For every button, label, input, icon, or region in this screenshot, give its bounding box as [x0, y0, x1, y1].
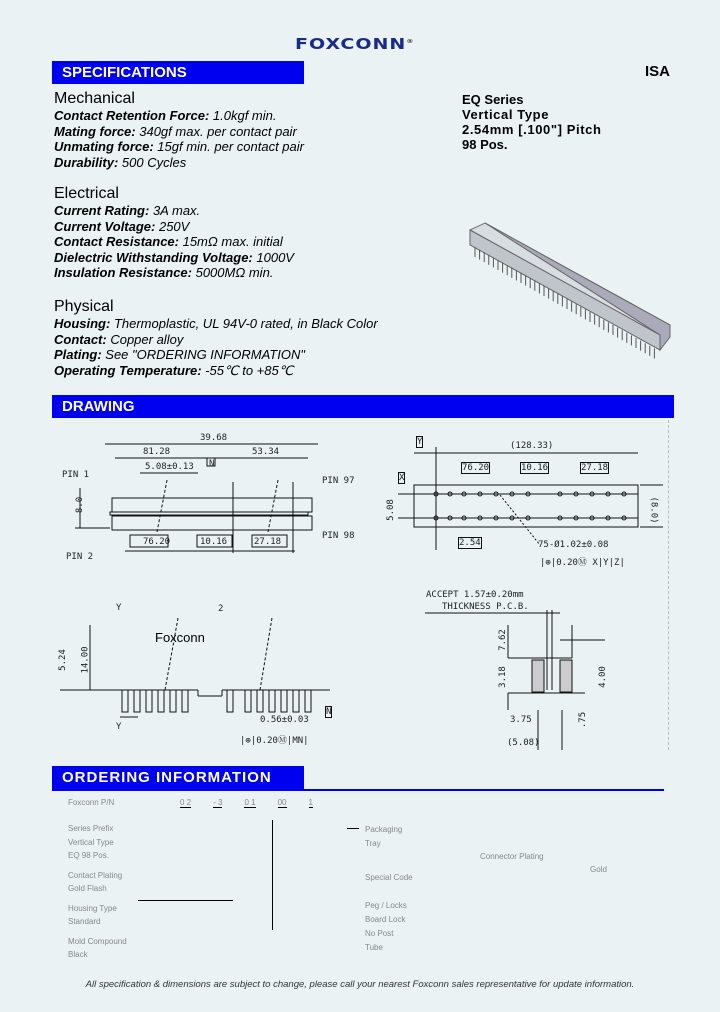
spec-value: -55℃ to +85℃: [201, 362, 294, 378]
dim-d2: 10.16: [200, 537, 228, 547]
side-pin-mark: [281, 690, 287, 712]
pcb-tolerance: |⊕|0.20Ⓜ X|Y|Z|: [540, 558, 625, 568]
side-tolerance: |⊕|0.20Ⓜ|MN|: [240, 736, 309, 746]
order-option: Packaging: [365, 825, 403, 834]
spec-item: [54, 363, 378, 379]
spec-label: Contact Retention Force:: [54, 108, 210, 123]
order-option: EQ 98 Pos.: [68, 851, 109, 860]
spec-value: See "ORDERING INFORMATION": [101, 347, 305, 362]
footer-disclaimer: All specification & dimensions are subject to change, please call your nearest Foxconn sales representative for update information.: [85, 979, 635, 990]
order-code-part: 0 2: [180, 798, 192, 807]
sec-d2: 3.18: [497, 666, 508, 688]
connector-image: [465, 215, 675, 360]
side-pin-mark: [257, 690, 263, 712]
sec-d4: 3.75: [510, 715, 532, 725]
order-option: Standard: [68, 917, 101, 926]
order-code-part: 00: [277, 798, 287, 807]
spec-label: Plating:: [54, 347, 102, 362]
spec-value: 15mΩ max. initial: [178, 234, 283, 249]
order-option: Housing Type: [68, 903, 117, 913]
side-pin-mark: [146, 690, 152, 712]
pcb-overall: (128.33): [510, 441, 554, 451]
mechanical-section: [54, 90, 304, 170]
foxconn-logo: FOXCONN®: [295, 35, 415, 53]
pcb-row: 5.08: [385, 499, 396, 521]
side-pin-mark: [293, 690, 299, 712]
pcb-d3: 27.18: [581, 463, 609, 473]
datum-x: X: [399, 473, 405, 483]
order-option: Tray: [365, 839, 381, 848]
pcb-pitch: 2.54: [459, 538, 481, 548]
spec-label: Mating force:: [54, 123, 136, 139]
spec-item: [54, 332, 378, 348]
spec-value: 15gf min. per contact pair: [153, 139, 304, 154]
spec-item: [54, 316, 378, 332]
spec-label: Operating Temperature:: [54, 362, 202, 378]
order-line: [272, 820, 273, 930]
mechanical-title: Mechanical: [54, 90, 135, 107]
side-pin-mark: [134, 690, 140, 712]
order-code-part: 1: [308, 798, 313, 807]
order-code-prefix: Foxconn P/N: [68, 798, 115, 807]
product-title: EQ Series Vertical Type 2.54mm [.100"] Pitch 98 Pos.: [462, 92, 602, 152]
pcb-d1: 76.20: [462, 463, 490, 473]
pin98-label: PIN 98: [322, 531, 355, 541]
side-h1: 5.24: [57, 649, 68, 671]
spec-label: Current Rating:: [54, 203, 150, 218]
spec-label: Contact Resistance:: [54, 234, 179, 249]
side-pin-mark: [158, 690, 164, 712]
order-line: [138, 900, 233, 901]
spec-value: 340gf max. per contact pair: [135, 123, 297, 139]
side-pin-mark: [227, 690, 233, 712]
order-code-part: - 3: [213, 798, 223, 807]
spec-label: Housing:: [54, 316, 111, 331]
order-note: Connector Plating: [480, 852, 544, 861]
side-pin-mark: [269, 690, 275, 712]
sec-d6: .75: [578, 711, 589, 729]
spec-item: [54, 219, 294, 235]
order-option: No Post: [365, 929, 394, 938]
ordering-header: ORDERING INFORMATION: [52, 766, 304, 789]
dim-left: 81.28: [143, 447, 171, 457]
side-datum-n: N: [326, 707, 332, 717]
pin1-label: PIN 1: [62, 470, 90, 480]
specifications-header: SPECIFICATIONS: [52, 61, 304, 84]
spec-value: Thermoplastic, UL 94V-0 rated, in Black Color: [110, 316, 378, 331]
callout-2: 2: [218, 604, 224, 614]
electrical-title: Electrical: [54, 185, 119, 202]
pin97-label: PIN 97: [322, 476, 355, 486]
sec-d1: 7.62: [497, 629, 508, 651]
spec-item: [54, 155, 304, 171]
sec-d3: 4.00: [597, 666, 608, 688]
order-code-part: 0 1: [244, 798, 256, 807]
side-datum-top: Y: [116, 603, 122, 613]
order-option: Black: [68, 950, 88, 959]
spec-item: [54, 347, 378, 363]
electrical-section: [54, 185, 294, 281]
spec-value: 250V: [155, 218, 190, 234]
dim-d1: 76.20: [143, 537, 171, 547]
side-pin-mark: [122, 690, 128, 712]
side-pin-mark: [170, 690, 176, 712]
pin2-label: PIN 2: [66, 552, 94, 562]
physical-title: Physical: [54, 298, 114, 315]
side-logo: Foxconn: [155, 630, 205, 645]
drawing-header: DRAWING: [52, 395, 674, 418]
order-option: Gold Flash: [68, 884, 107, 893]
physical-section: [54, 298, 378, 378]
spec-value: 5000MΩ min.: [191, 265, 274, 280]
order-line: [347, 828, 359, 829]
spec-item: [54, 234, 294, 250]
spec-item: [54, 265, 294, 281]
order-option: Tube: [365, 943, 383, 952]
pcb-width: (8.0): [648, 496, 659, 524]
order-option: Contact Plating: [68, 870, 123, 880]
spec-label: Durability:: [54, 154, 119, 170]
spec-item: [54, 124, 304, 140]
side-pin: 0.56±0.03: [260, 715, 309, 725]
dim-overall: 39.68: [200, 433, 228, 443]
order-option: Vertical Type: [68, 837, 114, 847]
spec-value: 1.0kgf min.: [209, 108, 277, 123]
side-datum-bottom: Y: [116, 722, 122, 732]
order-note-value: Gold: [590, 865, 607, 874]
spec-value: 500 Cycles: [118, 154, 187, 170]
side-h2: 14.00: [80, 646, 91, 674]
pcb-d2: 10.16: [521, 463, 549, 473]
dim-right: 53.34: [252, 447, 280, 457]
side-pin-mark: [245, 690, 251, 712]
side-pin-mark: [305, 690, 311, 712]
order-option: Mold Compound: [68, 936, 127, 946]
spec-value: Copper alloy: [106, 331, 184, 347]
order-option: Board Lock: [365, 915, 406, 924]
order-code: [180, 798, 313, 808]
ordering-rule: [52, 789, 664, 791]
datum-n: N: [209, 459, 215, 469]
order-left-list: [68, 822, 127, 962]
sec-d5: (5.08): [507, 738, 540, 748]
spec-value: 1000V: [252, 249, 294, 265]
dim-d3: 27.18: [254, 537, 282, 547]
accept-thickness: ACCEPT 1.57±0.20mm: [426, 590, 524, 600]
dim-height: 8.0: [75, 496, 86, 514]
spec-item: [54, 139, 304, 155]
pcb-holes: 75-Ø1.02±0.08: [538, 540, 609, 550]
spec-label: Dielectric Withstanding Voltage:: [54, 249, 253, 265]
spec-label: Contact:: [54, 331, 107, 347]
order-option: Special Code: [365, 873, 413, 882]
order-option: Peg / Locks: [365, 901, 407, 910]
order-right-list: [365, 823, 413, 955]
category-label: ISA: [645, 63, 671, 80]
side-pin-mark: [182, 690, 188, 712]
spec-label: Insulation Resistance:: [54, 265, 192, 280]
datum-y: Y: [417, 437, 423, 447]
spec-item: [54, 250, 294, 266]
dim-offset: 5.08±0.13: [145, 462, 194, 472]
spec-value: 3A max.: [149, 203, 201, 218]
order-option: Series Prefix: [68, 824, 114, 833]
spec-item: [54, 203, 294, 219]
spec-item: [54, 108, 304, 124]
side-view-drawing: [50, 590, 370, 750]
spec-label: Current Voltage:: [54, 218, 156, 234]
spec-label: Unmating force:: [54, 139, 154, 154]
pcb-thickness: THICKNESS P.C.B.: [442, 602, 529, 612]
